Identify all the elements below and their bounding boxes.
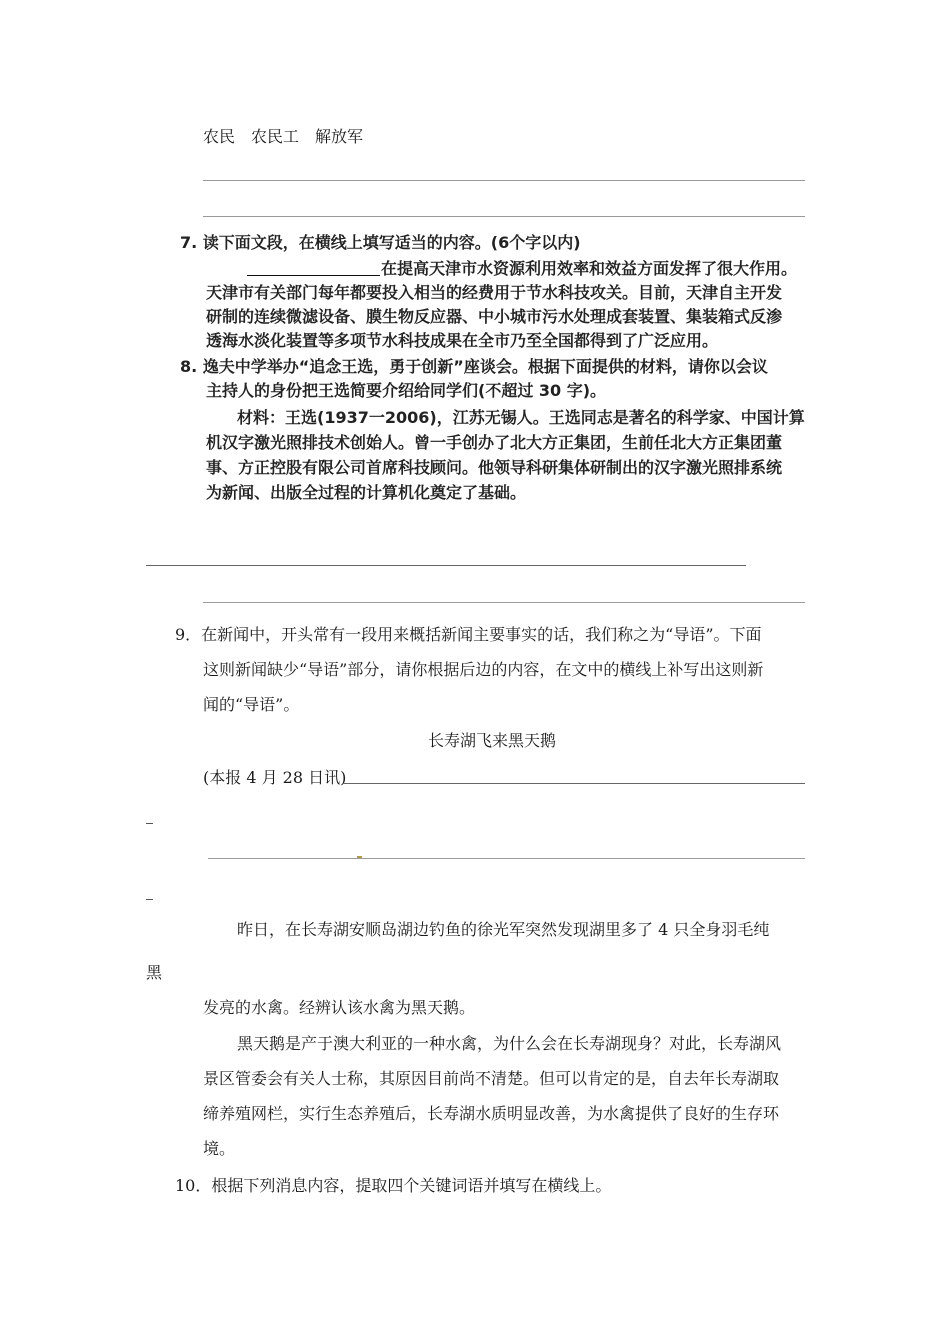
news-paragraph: 景区管委会有关人士称，其原因目前尚不清楚。但可以肯定的是，自去年长寿湖取 <box>203 1069 780 1088</box>
question-8-prompt: 主持人的身份把王选简要介绍给同学们(不超过 30 字)。 <box>206 381 607 400</box>
material-text: 机汉字激光照排技术创始人。曾一手创办了北大方正集团，生前任北大方正集团董 <box>206 433 783 452</box>
fill-blank-line <box>247 275 380 276</box>
news-title: 长寿湖飞来黑天鹅 <box>428 731 557 750</box>
question-9-prompt: 9．在新闻中，开头常有一段用来概括新闻主要事实的话，我们称之为“导语”。下面 <box>175 625 762 644</box>
answer-line <box>203 602 805 603</box>
material-text: 材料：王选(1937一2006)，江苏无锡人。王选同志是著名的科学家、中国计算 <box>237 408 805 427</box>
news-paragraph: 黑天鹅是产于澳大利亚的一种水禽，为什么会在长寿湖现身？对此，长寿湖风 <box>237 1034 782 1053</box>
question-7-prompt: 7. 读下面文段，在横线上填写适当的内容。(6个字以内) <box>180 233 581 252</box>
question-7-text: 研制的连续微滤设备、膜生物反应器、中小城市污水处理成套装置、集装箱式反渗 <box>206 307 783 326</box>
news-dateline: (本报 4 月 28 日讯) <box>203 768 347 787</box>
question-7-text: 天津市有关部门每年都要投入相当的经费用于节水科技攻关。目前，天津自主开发 <box>206 283 783 302</box>
material-text: 为新闻、出版全过程的计算机化奠定了基础。 <box>206 483 527 502</box>
news-paragraph: 昨日，在长寿湖安顺岛湖边钓鱼的徐光军突然发现湖里多了 4 只全身羽毛纯 <box>237 920 770 939</box>
margin-dash <box>146 823 153 824</box>
word-list: 农民 农民工 解放军 <box>203 127 364 146</box>
question-7-text: 在提高天津市水资源利用效率和效益方面发挥了很大作用。 <box>381 259 798 278</box>
material-text: 事、方正控股有限公司首席科技顾问。他领导科研集体研制出的汉字激光照排系统 <box>206 458 783 477</box>
answer-line <box>203 216 805 217</box>
lead-answer-line <box>343 783 805 784</box>
news-paragraph: 发亮的水禽。经辨认该水禽为黑天鹅。 <box>203 998 476 1017</box>
scan-mark <box>357 856 362 858</box>
question-10-prompt: 10．根据下列消息内容，提取四个关键词语并填写在横线上。 <box>175 1176 612 1195</box>
news-paragraph: 境。 <box>203 1139 236 1158</box>
lead-answer-line <box>208 858 805 859</box>
question-9-prompt: 闻的“导语”。 <box>203 695 300 714</box>
news-paragraph: 黑 <box>146 963 163 982</box>
news-paragraph: 缔养殖网栏，实行生态养殖后，长寿湖水质明显改善，为水禽提供了良好的生存环 <box>203 1104 780 1123</box>
question-7-text: 透海水淡化装置等多项节水科技成果在全市乃至全国都得到了广泛应用。 <box>206 331 719 350</box>
question-9-prompt: 这则新闻缺少“导语”部分，请你根据后边的内容，在文中的横线上补写出这则新 <box>203 660 764 679</box>
answer-line <box>146 565 746 566</box>
margin-dash <box>146 899 153 900</box>
question-8-prompt: 8. 逸夫中学举办“追念王选，勇于创新”座谈会。根据下面提供的材料，请你以会议 <box>180 357 768 376</box>
answer-line <box>203 180 805 181</box>
